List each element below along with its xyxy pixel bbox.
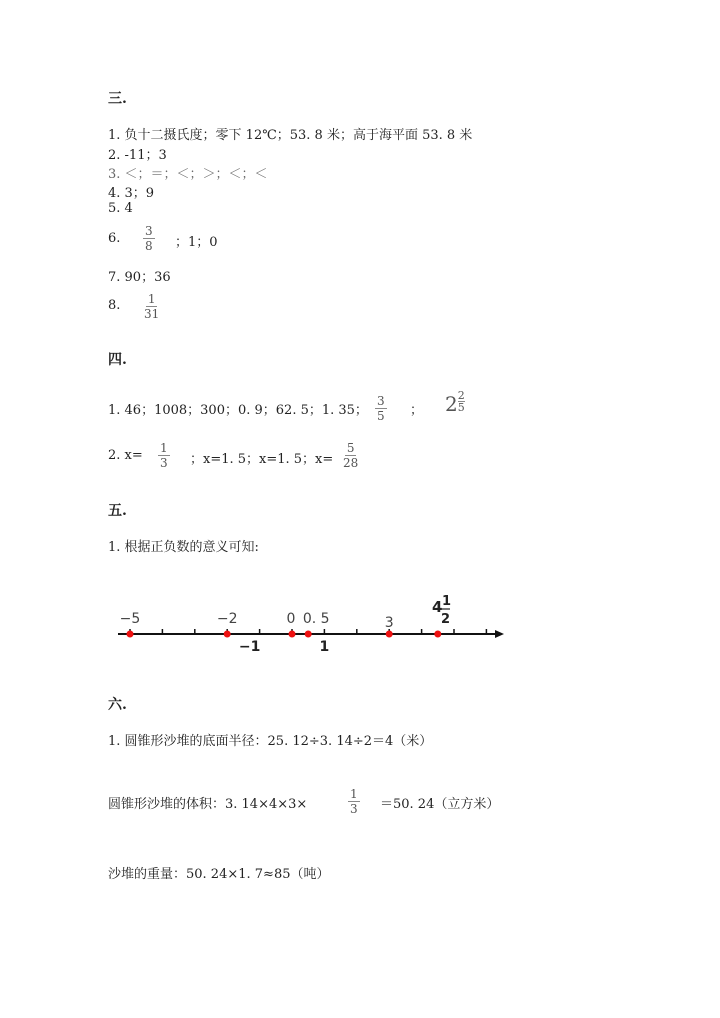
numerator: 3 (377, 394, 385, 408)
fraction (343, 441, 358, 470)
mixed-number (445, 389, 465, 417)
label-3: 3 (384, 615, 394, 631)
denominator: 5 (457, 401, 465, 414)
point-marker (127, 631, 134, 638)
answer-6-3: 沙堆的重量：50. 24×1. 7≈85（吨） (108, 867, 330, 882)
fraction (375, 394, 387, 423)
fraction (158, 441, 170, 470)
denominator: 8 (145, 239, 153, 253)
label-4-half-num: 1 (442, 594, 452, 609)
separator: ； (410, 403, 424, 418)
numerator: 5 (346, 441, 355, 455)
number-line (100, 585, 520, 660)
answer-6-2-prefix: 圆锥形沙堆的体积：3. 14×4×3× (108, 797, 308, 812)
point-marker (305, 631, 312, 638)
label-neg2: −2 (216, 611, 238, 627)
denominator: 3 (160, 456, 168, 470)
section-3-heading: 三. (108, 91, 127, 107)
answer-6-2-suffix: ＝50. 24（立方米） (380, 797, 500, 812)
denominator: 31 (144, 307, 160, 321)
fraction (143, 224, 155, 253)
answer-3-5: 5. 4 (108, 201, 133, 216)
section-6-heading: 六. (108, 697, 127, 713)
answer-4-2-prefix: 2. x= (108, 448, 143, 463)
numerator: 1 (160, 441, 168, 455)
label-1: 1 (319, 639, 330, 655)
answer-6-1: 1. 圆锥形沙堆的底面半径：25. 12÷3. 14÷2＝4（米） (108, 734, 433, 749)
point-marker (224, 631, 231, 638)
answer-4-1: 1. 46；1008；300；0. 9；62. 5；1. 35； (108, 403, 368, 418)
denominator: 5 (377, 409, 385, 423)
label-0: 0 (286, 611, 296, 627)
arrow-icon (495, 630, 504, 638)
point-marker (434, 631, 441, 638)
point-marker (289, 631, 296, 638)
answer-3-8-prefix: 8. (108, 298, 121, 313)
fraction (348, 787, 360, 816)
fraction (144, 292, 159, 321)
numerator: 1 (147, 292, 156, 306)
answer-3-1: 1. 负十二摄氏度；零下 12℃；53. 8 米；高于海平面 53. 8 米 (108, 128, 473, 143)
label-4-half-whole: 4 (432, 598, 443, 616)
answer-3-3: 3. ＜；＝；＜；＞；＜；＜ (108, 167, 268, 182)
numerator: 3 (145, 224, 153, 238)
label-neg5: −5 (119, 611, 141, 627)
section-5-heading: 五. (108, 503, 127, 519)
answer-3-7: 7. 90；36 (108, 270, 171, 285)
label-4-half-den: 2 (441, 612, 451, 627)
denominator: 3 (350, 802, 358, 816)
denominator: 28 (343, 456, 359, 470)
answer-3-4: 4. 3；9 (108, 186, 155, 201)
answer-3-2: 2. -11；3 (108, 148, 167, 163)
answer-5-1: 1. 根据正负数的意义可知: (108, 540, 259, 555)
point-marker (386, 631, 393, 638)
numerator: 2 (457, 389, 465, 402)
answer-3-6-suffix: ；1；0 (175, 235, 218, 250)
section-4-heading: 四. (108, 352, 127, 368)
label-0-5: 0. 5 (302, 611, 330, 627)
answer-4-2-mid: ；x=1. 5；x=1. 5；x= (190, 452, 334, 467)
answer-3-6-prefix: 6. (108, 231, 121, 246)
numerator: 1 (350, 787, 358, 801)
whole: 2 (445, 392, 458, 416)
label-neg1: −1 (238, 639, 261, 655)
